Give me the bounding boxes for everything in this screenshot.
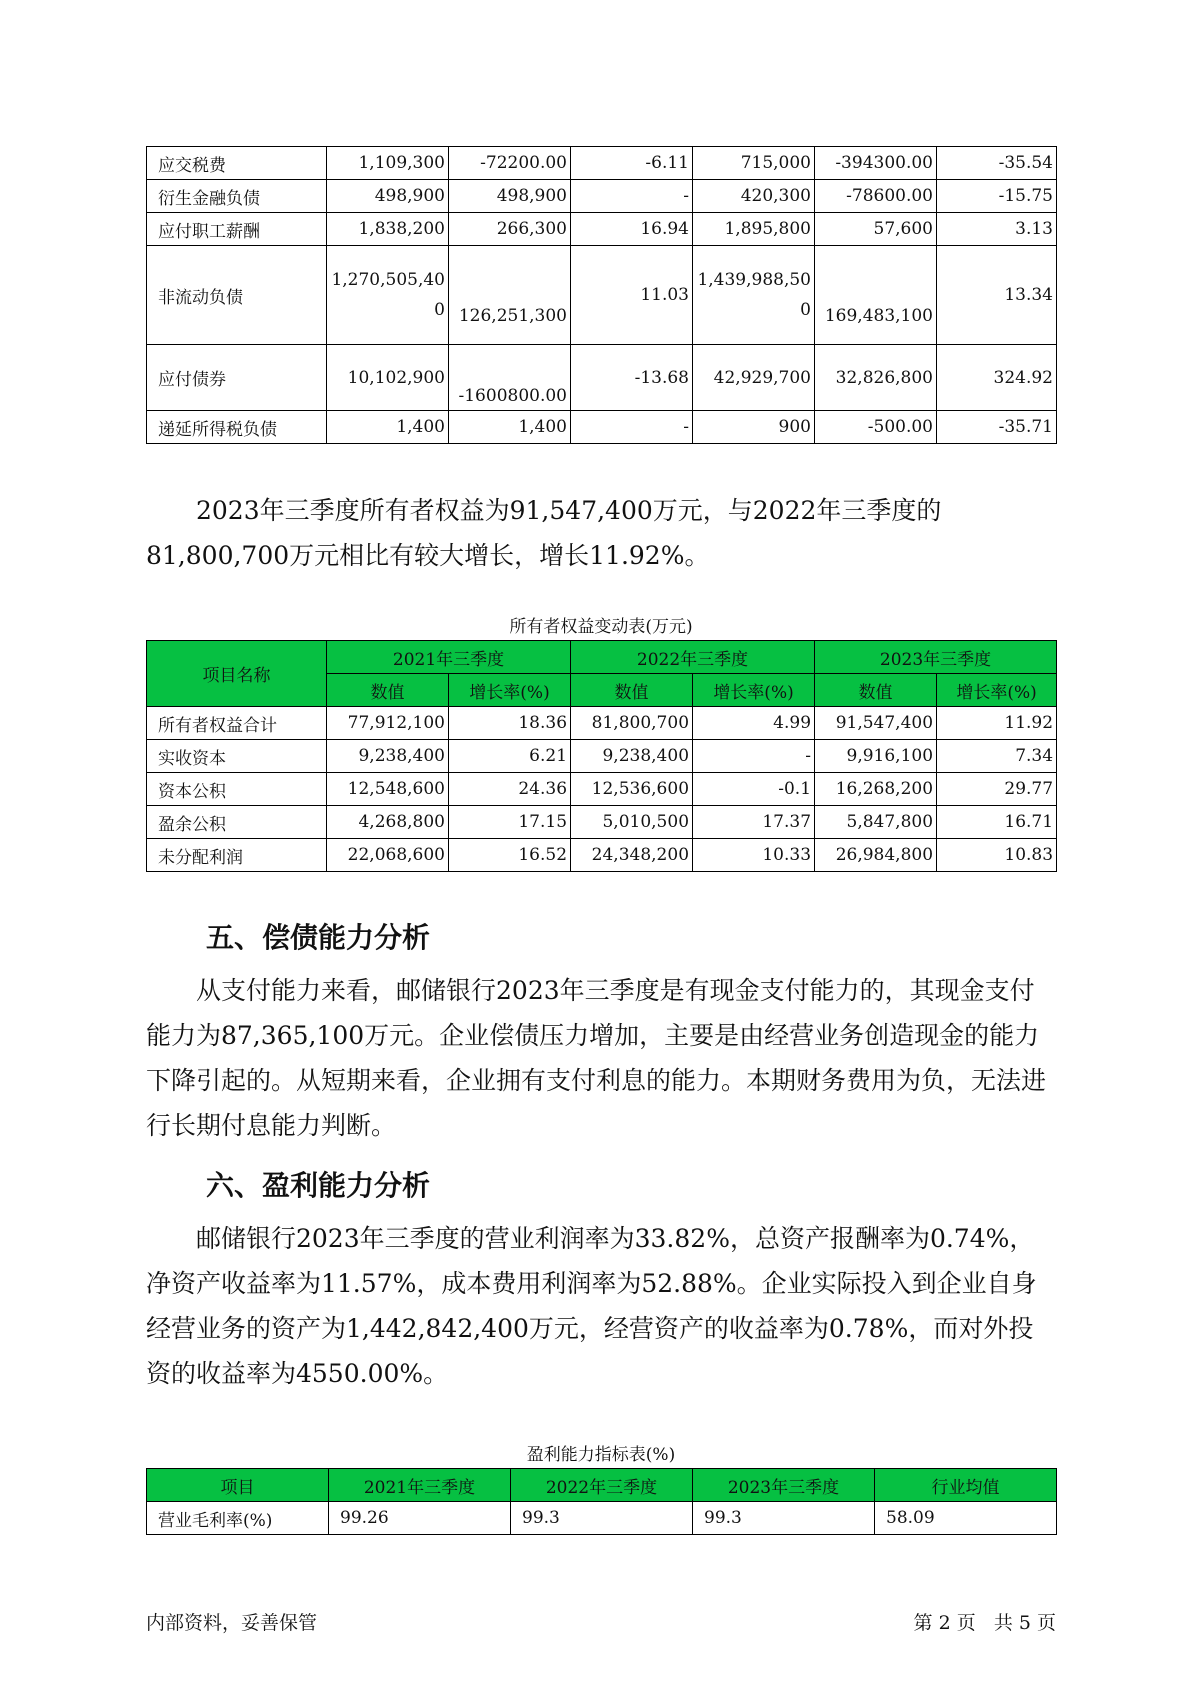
profit-table-caption: 盈利能力指标表(%) bbox=[526, 1445, 676, 1465]
cell: 126,251,300 bbox=[449, 246, 571, 345]
header-cell: 2023年三季度 bbox=[693, 1469, 875, 1502]
row-label: 应付职工薪酬 bbox=[147, 213, 327, 246]
cell: 1,400 bbox=[449, 411, 571, 444]
cell: 13.34 bbox=[937, 246, 1057, 345]
cell: 26,984,800 bbox=[815, 839, 937, 872]
cell: 57,600 bbox=[815, 213, 937, 246]
cell: 16.71 bbox=[937, 806, 1057, 839]
cell: 18.36 bbox=[449, 707, 571, 740]
row-label: 递延所得税负债 bbox=[147, 411, 327, 444]
row-label: 资本公积 bbox=[147, 773, 327, 806]
row-label: 实收资本 bbox=[147, 740, 327, 773]
cell: -6.11 bbox=[571, 147, 693, 180]
subheader-growth: 增长率(%) bbox=[449, 674, 571, 707]
table-row bbox=[147, 411, 1057, 444]
row-label: 所有者权益合计 bbox=[147, 707, 327, 740]
header-item: 项目名称 bbox=[147, 641, 327, 707]
section-heading-profitability: 六、盈利能力分析 bbox=[206, 1169, 431, 1202]
cell: 29.77 bbox=[937, 773, 1057, 806]
profit-table bbox=[146, 1468, 1057, 1535]
equity-table bbox=[146, 640, 1057, 872]
table-row bbox=[147, 1502, 1057, 1535]
cell: 12,536,600 bbox=[571, 773, 693, 806]
cell: -13.68 bbox=[571, 345, 693, 411]
cell: 1,895,800 bbox=[693, 213, 815, 246]
cell: 9,238,400 bbox=[327, 740, 449, 773]
cell: -35.71 bbox=[937, 411, 1057, 444]
cell: 12,548,600 bbox=[327, 773, 449, 806]
equity-summary-paragraph: 2023年三季度所有者权益为91,547,400万元，与2022年三季度的81,800,700万元相比有较大增长，增长11.92%。 bbox=[146, 496, 942, 570]
cell: -394300.00 bbox=[815, 147, 937, 180]
cell: -0.1 bbox=[693, 773, 815, 806]
cell: 99.3 bbox=[511, 1502, 693, 1535]
cell: -1600800.00 bbox=[449, 345, 571, 411]
cell: 42,929,700 bbox=[693, 345, 815, 411]
cell: 1,400 bbox=[327, 411, 449, 444]
cell: 498,900 bbox=[327, 180, 449, 213]
cell: -15.75 bbox=[937, 180, 1057, 213]
table-row bbox=[147, 147, 1057, 180]
cell: 420,300 bbox=[693, 180, 815, 213]
cell: 99.26 bbox=[329, 1502, 511, 1535]
cell: 17.15 bbox=[449, 806, 571, 839]
subheader-growth: 增长率(%) bbox=[693, 674, 815, 707]
cell: 3.13 bbox=[937, 213, 1057, 246]
table-row bbox=[147, 345, 1057, 411]
cell: -35.54 bbox=[937, 147, 1057, 180]
row-label: 应交税费 bbox=[147, 147, 327, 180]
solvency-paragraph: 从支付能力来看，邮储银行2023年三季度是有现金支付能力的，其现金支付能力为87,365,100万元。企业偿债压力增加，主要是由经营业务创造现金的能力下降引起的。从短期来看，企业拥有支付利息的能力。本期财务费用为负，无法进行长期付息能力判断。 bbox=[146, 976, 1047, 1140]
subheader-value: 数值 bbox=[571, 674, 693, 707]
footer-page-number: 第 2 页 共 5 页 bbox=[913, 1612, 1056, 1634]
table-row bbox=[147, 180, 1057, 213]
subheader-growth: 增长率(%) bbox=[937, 674, 1057, 707]
cell: 324.92 bbox=[937, 345, 1057, 411]
cell: 9,916,100 bbox=[815, 740, 937, 773]
table-row bbox=[147, 246, 1057, 345]
cell: 16,268,200 bbox=[815, 773, 937, 806]
cell: 5,010,500 bbox=[571, 806, 693, 839]
cell: 24.36 bbox=[449, 773, 571, 806]
header-period: 2021年三季度 bbox=[327, 641, 571, 674]
cell: 1,838,200 bbox=[327, 213, 449, 246]
header-cell: 项目 bbox=[147, 1469, 329, 1502]
table-header-row bbox=[147, 641, 1057, 674]
cell: 22,068,600 bbox=[327, 839, 449, 872]
cell: 169,483,100 bbox=[815, 246, 937, 345]
row-label: 应付债券 bbox=[147, 345, 327, 411]
table-row bbox=[147, 707, 1057, 740]
cell: 715,000 bbox=[693, 147, 815, 180]
cell: 5,847,800 bbox=[815, 806, 937, 839]
cell: - bbox=[571, 180, 693, 213]
cell: -72200.00 bbox=[449, 147, 571, 180]
cell: 4.99 bbox=[693, 707, 815, 740]
cell: - bbox=[693, 740, 815, 773]
cell: -500.00 bbox=[815, 411, 937, 444]
cell: 11.92 bbox=[937, 707, 1057, 740]
header-cell: 2021年三季度 bbox=[329, 1469, 511, 1502]
table-row bbox=[147, 806, 1057, 839]
cell: 24,348,200 bbox=[571, 839, 693, 872]
table-row bbox=[147, 839, 1057, 872]
cell: 1,109,300 bbox=[327, 147, 449, 180]
cell: 4,268,800 bbox=[327, 806, 449, 839]
cell: 16.94 bbox=[571, 213, 693, 246]
cell: 17.37 bbox=[693, 806, 815, 839]
cell: 99.3 bbox=[693, 1502, 875, 1535]
cell: -78600.00 bbox=[815, 180, 937, 213]
row-label: 未分配利润 bbox=[147, 839, 327, 872]
cell: 9,238,400 bbox=[571, 740, 693, 773]
cell: 1,439,988,500 bbox=[693, 246, 815, 345]
section-heading-solvency: 五、偿债能力分析 bbox=[206, 921, 431, 954]
cell: 10.83 bbox=[937, 839, 1057, 872]
equity-table-caption: 所有者权益变动表(万元) bbox=[509, 617, 693, 637]
cell: 498,900 bbox=[449, 180, 571, 213]
header-period: 2023年三季度 bbox=[815, 641, 1057, 674]
table-row bbox=[147, 213, 1057, 246]
cell: 91,547,400 bbox=[815, 707, 937, 740]
cell: 10,102,900 bbox=[327, 345, 449, 411]
cell: 7.34 bbox=[937, 740, 1057, 773]
cell: 32,826,800 bbox=[815, 345, 937, 411]
row-label: 衍生金融负债 bbox=[147, 180, 327, 213]
subheader-value: 数值 bbox=[815, 674, 937, 707]
row-label: 非流动负债 bbox=[147, 246, 327, 345]
table-row bbox=[147, 773, 1057, 806]
cell: 10.33 bbox=[693, 839, 815, 872]
header-cell: 行业均值 bbox=[875, 1469, 1057, 1502]
table-row bbox=[147, 740, 1057, 773]
header-period: 2022年三季度 bbox=[571, 641, 815, 674]
profitability-paragraph: 邮储银行2023年三季度的营业利润率为33.82%，总资产报酬率为0.74%，净资产收益率为11.57%，成本费用利润率为52.88%。企业实际投入到企业自身经营业务的资产为1,442,842,400万元，经营资产的收益率为0.78%，而对外投资的收益率为4550.00%。 bbox=[146, 1224, 1037, 1388]
liabilities-table bbox=[146, 146, 1057, 444]
cell: 11.03 bbox=[571, 246, 693, 345]
table-header-row bbox=[147, 1469, 1057, 1502]
row-label: 盈余公积 bbox=[147, 806, 327, 839]
cell: 16.52 bbox=[449, 839, 571, 872]
cell: 81,800,700 bbox=[571, 707, 693, 740]
row-label: 营业毛利率(%) bbox=[147, 1502, 329, 1535]
cell: 1,270,505,400 bbox=[327, 246, 449, 345]
cell: - bbox=[571, 411, 693, 444]
subheader-value: 数值 bbox=[327, 674, 449, 707]
cell: 6.21 bbox=[449, 740, 571, 773]
header-cell: 2022年三季度 bbox=[511, 1469, 693, 1502]
cell: 58.09 bbox=[875, 1502, 1057, 1535]
cell: 900 bbox=[693, 411, 815, 444]
footer-confidential-note: 内部资料，妥善保管 bbox=[146, 1612, 318, 1634]
cell: 266,300 bbox=[449, 213, 571, 246]
cell: 77,912,100 bbox=[327, 707, 449, 740]
